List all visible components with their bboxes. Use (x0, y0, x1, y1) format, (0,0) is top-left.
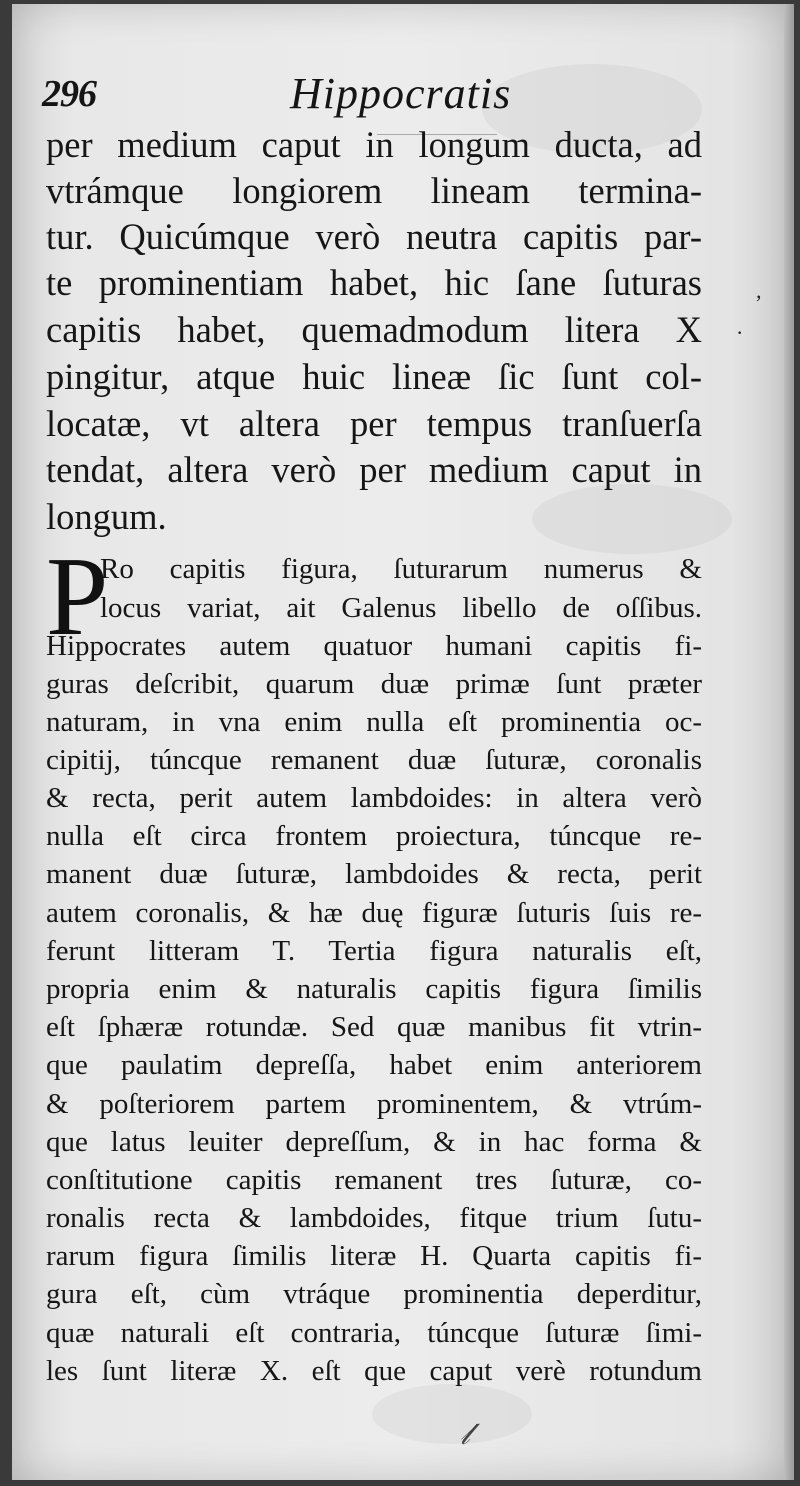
text-line: propria enim & naturalis capitis figura ſimilis (46, 973, 702, 1005)
text-line: rarum figura ſimilis literæ H. Quarta capitis fi- (46, 1240, 702, 1272)
text-line: Ro capitis figura, ſuturarum numerus & (100, 553, 702, 585)
margin-dot: · (736, 320, 744, 345)
page-edge (784, 4, 794, 1480)
text-line: conſtitutione capitis remanent tres ſuturæ, co- (46, 1164, 702, 1196)
text-line: guras deſcribit, quarum duæ primæ ſunt præter (46, 668, 702, 700)
text-line: capitis habet, quemadmodum litera X (46, 309, 702, 350)
text-line: & poſteriorem partem prominentem, & vtrúm- (46, 1088, 702, 1120)
text-line: gura eſt, cùm vtráque prominentia deperditur, (46, 1278, 702, 1310)
text-line: per medium caput in longum ducta, ad (46, 124, 702, 165)
text-line: nulla eſt circa frontem proiectura, túncque re- (46, 820, 702, 852)
text-line: naturam, in vna enim nulla eſt prominentia oc- (46, 706, 702, 738)
text-line: que paulatim depreſſa, habet enim anteriorem (46, 1049, 702, 1081)
drop-cap: P (46, 535, 109, 659)
text-line: tendat, altera verò per medium caput in (46, 449, 702, 490)
text-line: les ſunt literæ X. eſt que caput verè rotundum (46, 1355, 702, 1387)
text-line: eſt ſphæræ rotundæ. Sed quæ manibus fit vtrin- (46, 1011, 702, 1043)
text-line: quæ naturali eſt contraria, túncque ſuturæ ſimi- (46, 1317, 702, 1349)
running-head (42, 68, 722, 118)
margin-dot: , (756, 278, 762, 303)
text-line: locatæ, vt altera per tempus tranſuerſa (46, 403, 702, 444)
paper-stain (372, 1384, 532, 1444)
text-line: & recta, perit autem lambdoides: in altera verò (46, 782, 702, 814)
margin-dot: 𝓁 (460, 1418, 470, 1451)
running-title: Hippocratis (290, 69, 512, 118)
text-line: pingitur, atque huic lineæ ſic ſunt col- (46, 356, 702, 397)
text-line: que latus leuiter depreſſum, & in hac forma & (46, 1126, 702, 1158)
page-number: 296 (42, 73, 96, 115)
text-line: manent duæ ſuturæ, lambdoides & recta, perit (46, 858, 702, 890)
text-line: locus variat, ait Galenus libello de oſſibus. (100, 592, 702, 624)
text-line: ferunt litteram T. Tertia figura naturalis eſt, (46, 935, 702, 967)
text-line: autem coronalis, & hæ duę figuræ ſuturis ſuis re- (46, 897, 702, 929)
text-line: tur. Quicúmque verò neutra capitis par- (46, 216, 702, 257)
text-line: cipitij, túncque remanent duæ ſuturæ, coronalis (46, 744, 702, 776)
text-line: vtrámque longiorem lineam termina- (46, 170, 702, 211)
text-line: te prominentiam habet, hic ſane ſuturas (46, 262, 702, 303)
text-line: Hippocrates autem quatuor humani capitis fi- (46, 630, 702, 662)
text-line: ronalis recta & lambdoides, fitque trium ſutu- (46, 1202, 702, 1234)
text-line: longum. (46, 496, 167, 537)
